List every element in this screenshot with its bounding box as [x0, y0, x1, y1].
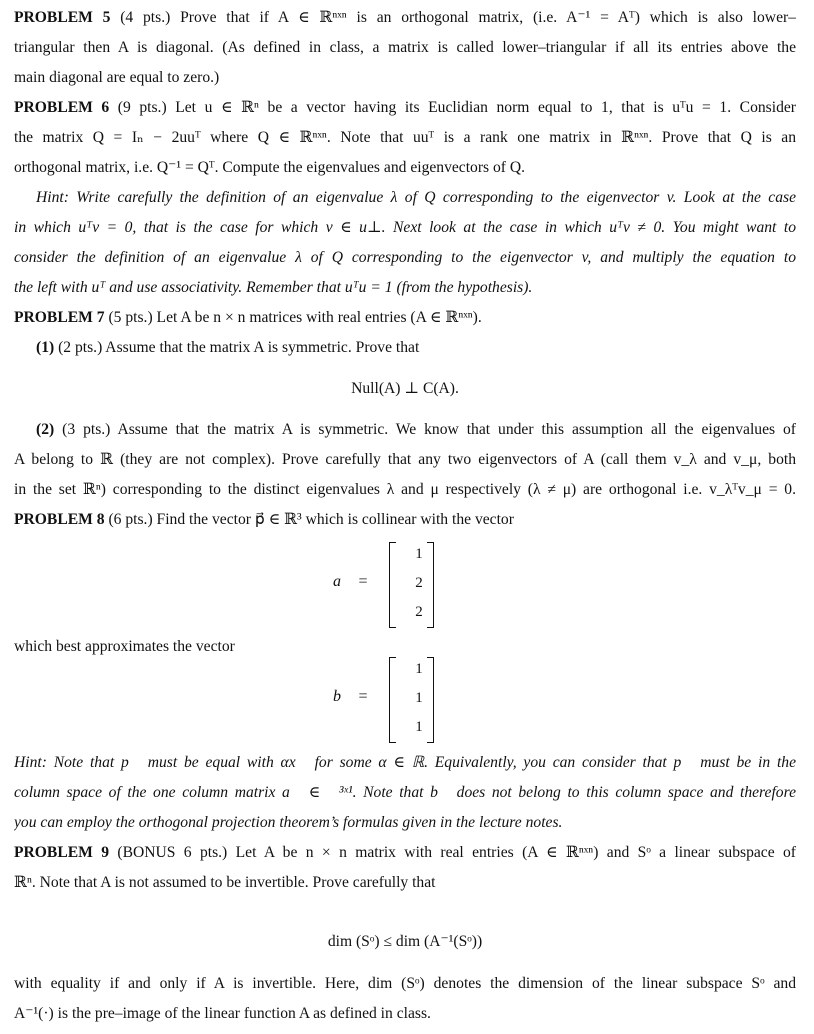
p7-part-2-text-1: (3 pts.) Assume that the matrix A is symmetric. We know that under this assumption all the eigenvalues of — [62, 421, 796, 438]
p8-between-text: which best approximates the vector — [14, 638, 235, 655]
p8-line-1 — [14, 508, 796, 532]
p8-hint-2: column space of the one column matrix a⃗ ∈ ℝ³ˣ¹. Note that b⃗ does not belong to this column space and therefore — [14, 784, 796, 801]
p7-part-1-text: (2 pts.) Assume that the matrix A is symmetric. Prove that — [58, 339, 420, 356]
p9-text-4: A⁻¹(·) is the pre–image of the linear function A as defined in class. — [14, 1005, 431, 1022]
vector-a-entry-1: 1 — [415, 546, 423, 562]
p7-text-1: Let A be n × n matrices with real entries (A ∈ ℝⁿˣⁿ). — [156, 309, 482, 326]
p8-heading: PROBLEM 8 — [14, 511, 105, 528]
p7-part-1-label: (1) — [36, 339, 55, 356]
p9-points: (BONUS 6 pts.) — [117, 844, 228, 861]
p9-text-1: Let A be n × n matrix with real entries (A ∈ ℝⁿˣⁿ) and Sᵒ a linear subspace of — [235, 844, 796, 861]
vector-b-entry-2: 1 — [415, 690, 423, 706]
p5-heading: PROBLEM 5 — [14, 9, 111, 26]
vector-b-label: b⃗ = — [333, 688, 369, 705]
p6-text-3: orthogonal matrix, i.e. Q⁻¹ = Qᵀ. Compute the eigenvalues and eigenvectors of Q. — [14, 159, 526, 176]
p6-text-2: the matrix Q = Iₙ − 2uuᵀ where Q ∈ ℝⁿˣⁿ. Note that uuᵀ is a rank one matrix in ℝⁿˣⁿ. Prove that Q is an — [14, 129, 796, 146]
p8-hint-1: Hint: Note that p⃗ must be equal with αx⃗ for some α ∈ ℝ. Equivalently, you can consider that p⃗ must be in the — [14, 754, 796, 771]
p9-line-1 — [14, 841, 796, 865]
p7-part-2-text-2: A belong to ℝ (they are not complex). Prove carefully that any two eigenvectors of A (call them v_λ and v_μ, both — [14, 451, 796, 468]
vector-b-entry-1: 1 — [415, 661, 423, 677]
vector-a-entry-3: 2 — [415, 604, 423, 620]
p9-equation: dim (Sᵒ) ≤ dim (A⁻¹(Sᵒ)) — [327, 933, 483, 950]
p8-text-1: Find the vector p⃗ ∈ ℝ³ which is collinear with the vector — [156, 511, 514, 528]
vector-a-label: a⃗ = — [333, 573, 369, 590]
p7-line-1 — [14, 306, 796, 330]
p6-hint-3: consider the definition of an eigenvalue λ of Q corresponding to the eigenvector v, and multiply the equation to — [14, 249, 796, 266]
vector-b-left-bracket — [389, 657, 396, 743]
p7-part-2-line-1 — [36, 418, 796, 442]
p7-points: (5 pts.) — [108, 309, 153, 326]
p9-heading: PROBLEM 9 — [14, 844, 109, 861]
vector-a-entry-2: 2 — [415, 575, 423, 591]
p8-points: (6 pts.) — [108, 511, 153, 528]
vector-b-entry-3: 1 — [415, 719, 423, 735]
p7-part-1 — [36, 336, 796, 360]
p5-text-1: Prove that if A ∈ ℝⁿˣⁿ is an orthogonal matrix, (i.e. A⁻¹ = Aᵀ) which is also lower– — [180, 9, 796, 26]
p6-hint-1: Hint: Write carefully the definition of an eigenvalue λ of Q corresponding to the eigenvector v. Look at the case — [36, 189, 796, 206]
p5-points: (4 pts.) — [120, 9, 171, 26]
p7-part-2-label: (2) — [36, 421, 55, 438]
p7-heading: PROBLEM 7 — [14, 309, 105, 326]
vector-a-left-bracket — [389, 542, 396, 628]
p6-hint-4: the left with uᵀ and use associativity. Remember that uᵀu = 1 (from the hypothesis). — [14, 279, 533, 296]
p6-text-1: Let u ∈ ℝⁿ be a vector having its Euclidian norm equal to 1, that is uᵀu = 1. Consider — [175, 99, 796, 116]
p8-hint-3: you can employ the orthogonal projection theorem’s formulas given in the lecture notes. — [14, 814, 563, 831]
p6-hint-2: in which uᵀv = 0, that is the case for which v ∈ u⊥. Next look at the case in which uᵀv ≠ 0. You might want to — [14, 219, 796, 236]
p5-text-2: triangular then A is diagonal. (As defined in class, a matrix is called lower–triangular if all its entries above the — [14, 39, 796, 56]
p6-points: (9 pts.) — [117, 99, 167, 116]
p5-line-1 — [14, 6, 796, 30]
p6-heading: PROBLEM 6 — [14, 99, 110, 116]
p7-equation: Null(A) ⊥ C(A). — [351, 380, 459, 397]
p6-line-1 — [14, 96, 796, 120]
p5-text-3: main diagonal are equal to zero.) — [14, 69, 220, 86]
p9-text-2: ℝⁿ. Note that A is not assumed to be invertible. Prove carefully that — [14, 874, 436, 891]
p7-part-2-text-3: in the set ℝⁿ) corresponding to the distinct eigenvalues λ and μ respectively (λ ≠ μ) are orthogonal i.e. v_λᵀv_μ = 0. — [14, 481, 796, 498]
p9-text-3: with equality if and only if A is invertible. Here, dim (Sᵒ) denotes the dimension of the linear subspace Sᵒ and — [14, 975, 796, 992]
